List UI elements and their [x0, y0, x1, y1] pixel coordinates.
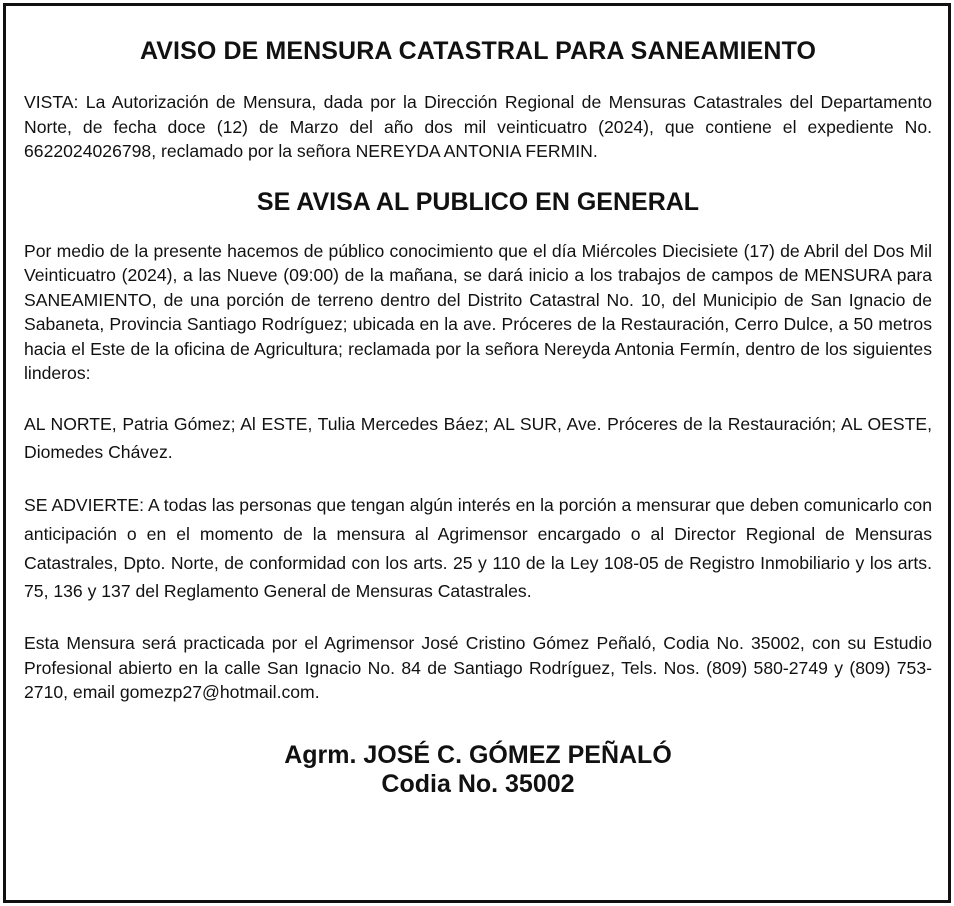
notice-content	[24, 36, 932, 799]
vista-paragraph: VISTA: La Autorización de Mensura, dada por la Dirección Regional de Mensuras Catastrales del Departamento Norte, de fecha doce (12) de Marzo del año dos mil veinticuatro (2024), que contiene el expediente No. 6622024026798, reclamado por la señora NEREYDA ANTONIA FERMIN.	[24, 92, 932, 161]
warning-paragraph: SE ADVIERTE: A todas las personas que tengan algún interés en la porción a mensurar que deben comunicarlo con anticipación o en el momento de la mensura al Agrimensor encargado o al Director Regional de Mensuras Catastrales, Dpto. Norte, de conformidad con los arts. 25 y 110 de la Ley 108-05 de Registro Inmobiliario y los arts. 75, 136 y 137 del Reglamento General de Mensuras Catastrales.	[24, 495, 932, 602]
signature-block	[24, 741, 932, 799]
notice-title: AVISO DE MENSURA CATASTRAL PARA SANEAMIENTO	[139, 37, 817, 65]
notice-border	[3, 3, 951, 903]
signature-codia: Codia No. 35002	[381, 769, 575, 798]
boundaries-paragraph: AL NORTE, Patria Gómez; Al ESTE, Tulia Mercedes Báez; AL SUR, Ave. Próceres de la Restauración; AL OESTE, Diomedes Chávez.	[24, 413, 932, 463]
surveyor-info-paragraph: Esta Mensura será practicada por el Agrimensor José Cristino Gómez Peñaló, Codia No. 35002, con su Estudio Profesional abierto en la calle San Ignacio No. 84 de Santiago Rodríguez, Tels. Nos. (809) 580-2749 y (809) 753-2710, email gomezp27@hotmail.com.	[24, 633, 932, 703]
public-notice-heading: SE AVISA AL PUBLICO EN GENERAL	[256, 187, 700, 216]
announcement-paragraph: Por medio de la presente hacemos de público conocimiento que el día Miércoles Diecisiete (17) de Abril del Dos Mil Veinticuatro (2024), a las Nueve (09:00) de la mañana, se dará inicio a los trabajos de campos de MENSURA para SANEAMIENTO, de una porción de terreno dentro del Distrito Catastral No. 10, del Municipio de San Ignacio de Sabaneta, Provincia Santiago Rodríguez; ubicada en la ave. Próceres de la Restauración, Cerro Dulce, a 50 metros hacia el Este de la oficina de Agricultura; reclamada por la señora Nereyda Antonia Fermín, dentro de los siguientes linderos:	[24, 240, 932, 383]
signature-name: Agrm. JOSÉ C. GÓMEZ PEÑALÓ	[284, 740, 672, 769]
